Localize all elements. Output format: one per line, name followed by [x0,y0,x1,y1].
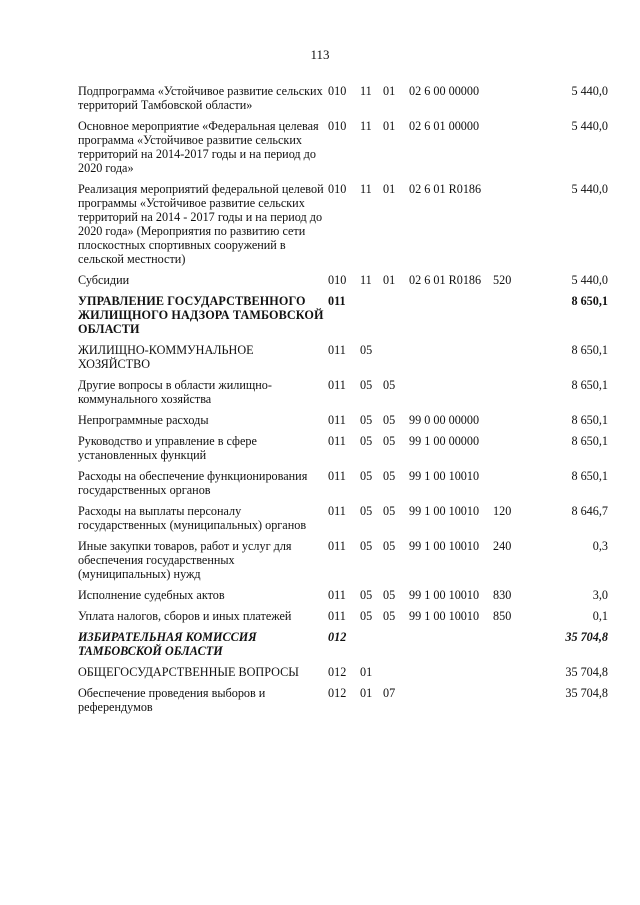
row-subsection-code: 01 [383,273,396,287]
row-name: Основное мероприятие «Федеральная целевая программа «Устойчивое развитие сельских территорий на 2014-2017 годы и на период до 2020 года» [78,119,319,175]
table-row [78,504,608,539]
row-amount: 8 650,1 [571,343,608,357]
row-target-article-code: 02 6 00 00000 [409,84,480,98]
row-name: Другие вопросы в области жилищно-коммунального хозяйства [78,378,272,406]
row-expense-type-code [493,413,527,434]
row-expense-type-code [493,630,527,665]
row-amount: 5 440,0 [571,273,608,287]
row-amount: 35 704,8 [565,630,608,644]
row-amount: 8 646,7 [571,504,608,518]
row-amount: 8 650,1 [571,413,608,427]
row-amount: 5 440,0 [571,119,608,133]
row-subsection-code [383,630,409,665]
row-amount: 0,1 [592,609,608,623]
row-amount: 8 650,1 [571,434,608,448]
table-row [78,413,608,434]
row-expense-type-code [493,119,527,182]
row-subsection-code: 05 [383,378,396,392]
row-ved-code: 011 [328,588,346,602]
row-target-article-code: 99 1 00 00000 [409,434,480,448]
row-target-article-code: 02 6 01 R0186 [409,273,482,287]
row-ved-code: 011 [328,609,346,623]
row-expense-type-code [493,686,527,721]
row-name: Расходы на выплаты персоналу государственных (муниципальных) органов [78,504,307,532]
row-target-article-code [409,630,493,665]
row-target-article-code: 99 1 00 10010 [409,609,480,623]
table-row [78,665,608,686]
row-ved-code: 011 [328,413,346,427]
row-ved-code: 011 [328,434,346,448]
row-amount: 8 650,1 [571,469,608,483]
row-target-article-code [409,294,493,343]
row-target-article-code: 99 0 00 00000 [409,413,480,427]
row-section-code: 05 [360,434,373,448]
row-section-code [360,294,383,343]
row-section-code: 05 [360,413,373,427]
row-target-article-code [409,686,493,721]
table-row [78,588,608,609]
row-section-code: 05 [360,469,373,483]
row-section-code: 05 [360,504,373,518]
table-row [78,378,608,413]
row-section-code: 05 [360,343,373,357]
row-name: Расходы на обеспечение функционирования государственных органов [78,469,308,497]
row-subsection-code: 05 [383,539,396,553]
row-name: Руководство и управление в сфере установленных функций [78,434,257,462]
row-target-article-code: 99 1 00 10010 [409,469,480,483]
row-amount: 3,0 [592,588,608,602]
table-row [78,609,608,630]
row-subsection-code: 05 [383,434,396,448]
row-ved-code: 011 [328,539,346,553]
row-section-code: 11 [360,119,372,133]
row-amount: 5 440,0 [571,84,608,98]
row-expense-type-code [493,434,527,469]
row-section-code: 05 [360,378,373,392]
row-subsection-code [383,665,409,686]
row-name: Подпрограмма «Устойчивое развитие сельских территорий Тамбовской области» [78,84,323,112]
row-expense-type-code: 850 [493,609,512,623]
row-ved-code: 011 [328,469,346,483]
row-expense-type-code [493,294,527,343]
page-number: 113 [310,47,330,62]
row-ved-code: 011 [328,294,346,308]
row-target-article-code: 99 1 00 10010 [409,539,480,553]
row-section-code: 05 [360,609,373,623]
row-subsection-code: 01 [383,84,396,98]
row-subsection-code: 05 [383,504,396,518]
row-expense-type-code [493,665,527,686]
row-subsection-code: 01 [383,182,396,196]
table-row [78,119,608,182]
row-amount: 5 440,0 [571,182,608,196]
row-target-article-code: 02 6 01 R0186 [409,182,482,196]
row-ved-code: 011 [328,378,346,392]
row-subsection-code: 05 [383,588,396,602]
row-name: Обеспечение проведения выборов и референдумов [78,686,266,714]
row-ved-code: 011 [328,504,346,518]
row-section-code: 05 [360,539,373,553]
row-section-code: 01 [360,686,373,700]
row-target-article-code [409,665,493,686]
row-ved-code: 010 [328,84,347,98]
row-name: Исполнение судебных актов [78,588,225,602]
table-row [78,686,608,721]
row-amount: 35 704,8 [565,665,608,679]
row-section-code: 11 [360,182,372,196]
row-amount: 0,3 [592,539,608,553]
row-expense-type-code [493,84,527,119]
row-expense-type-code [493,182,527,273]
row-target-article-code [409,378,493,413]
row-expense-type-code: 830 [493,588,512,602]
row-amount: 8 650,1 [571,294,608,308]
row-amount: 35 704,8 [565,686,608,700]
row-name: Непрограммные расходы [78,413,209,427]
row-ved-code: 012 [328,686,347,700]
row-subsection-code [383,294,409,343]
table-row [78,273,608,294]
table-row [78,539,608,588]
table-row [78,630,608,665]
table-row [78,84,608,119]
row-expense-type-code: 240 [493,539,512,553]
row-ved-code: 010 [328,273,347,287]
row-amount: 8 650,1 [571,378,608,392]
row-name: Реализация мероприятий федеральной целевой программы «Устойчивое развитие сельских территорий на 2014 - 2017 годы и на период до 2020 года» (Мероприятия по развитию сети плоскостных спортивных сооружений в сельской местности) [78,182,324,266]
row-ved-code: 012 [328,630,347,644]
row-target-article-code: 02 6 01 00000 [409,119,480,133]
row-subsection-code: 05 [383,609,396,623]
row-subsection-code: 01 [383,119,396,133]
row-expense-type-code [493,378,527,413]
table-row [78,434,608,469]
row-expense-type-code: 120 [493,504,512,518]
row-section-code: 05 [360,588,373,602]
row-expense-type-code [493,343,527,378]
row-expense-type-code [493,469,527,504]
row-ved-code: 010 [328,119,347,133]
row-section-code: 01 [360,665,373,679]
row-subsection-code [383,343,409,378]
row-target-article-code: 99 1 00 10010 [409,504,480,518]
table-row [78,343,608,378]
row-section-code [360,630,383,665]
row-name: Субсидии [78,273,130,287]
row-ved-code: 010 [328,182,347,196]
row-ved-code: 012 [328,665,347,679]
budget-table [78,84,608,721]
row-name: Иные закупки товаров, работ и услуг для обеспечения государственных (муниципальных) нужд [78,539,292,581]
table-row [78,182,608,273]
row-name: УПРАВЛЕНИЕ ГОСУДАРСТВЕННОГО ЖИЛИЩНОГО НАДЗОРА ТАМБОВСКОЙ ОБЛАСТИ [78,294,324,336]
row-section-code: 11 [360,84,372,98]
table-row [78,294,608,343]
row-section-code: 11 [360,273,372,287]
row-name: ИЗБИРАТЕЛЬНАЯ КОМИССИЯ ТАМБОВСКОЙ ОБЛАСТИ [78,630,257,658]
row-name: ЖИЛИЩНО-КОММУНАЛЬНОЕ ХОЗЯЙСТВО [78,343,254,371]
table-row [78,469,608,504]
row-target-article-code [409,343,493,378]
row-ved-code: 011 [328,343,346,357]
row-name: Уплата налогов, сборов и иных платежей [78,609,292,623]
row-expense-type-code: 520 [493,273,512,287]
row-name: ОБЩЕГОСУДАРСТВЕННЫЕ ВОПРОСЫ [78,665,299,679]
row-subsection-code: 05 [383,469,396,483]
row-target-article-code: 99 1 00 10010 [409,588,480,602]
row-subsection-code: 05 [383,413,396,427]
row-subsection-code: 07 [383,686,396,700]
